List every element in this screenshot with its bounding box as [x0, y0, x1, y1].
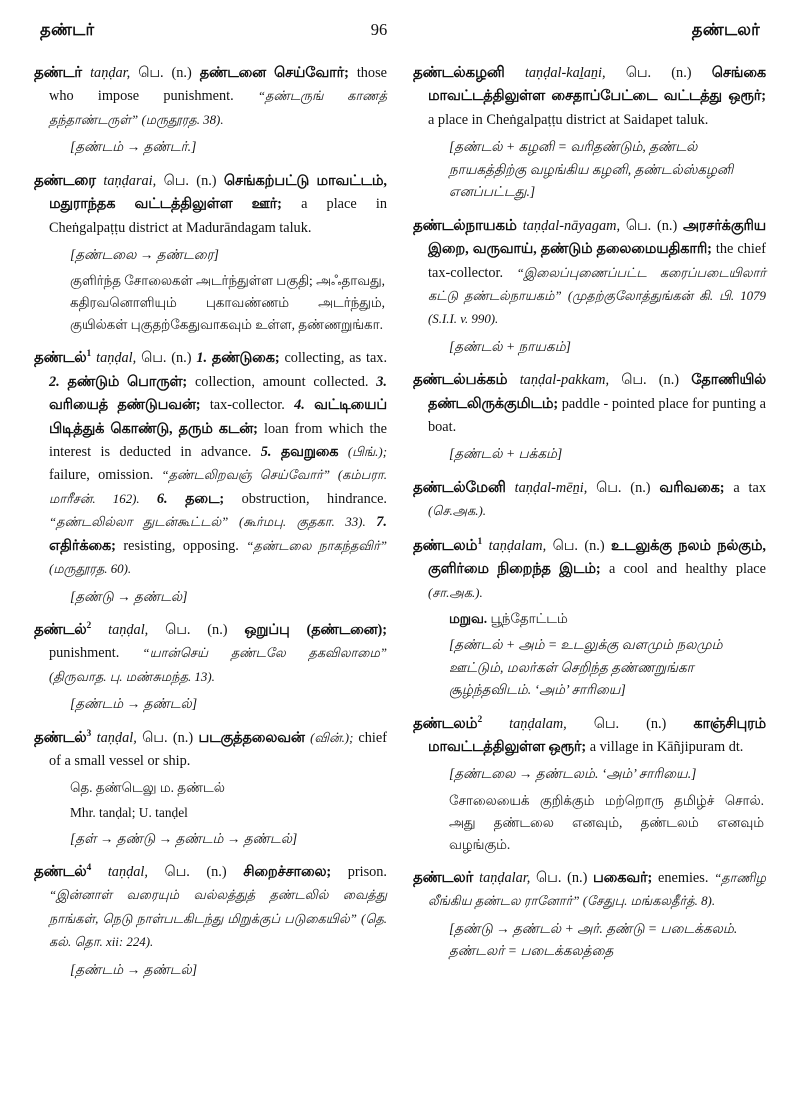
dictionary-entry — [413, 62, 766, 204]
entry-note-paragraph — [413, 790, 766, 856]
text-run-q: “யான்செய் தண்டலே தகவிலாமை” — [142, 646, 387, 661]
entry-main-paragraph — [34, 347, 387, 581]
text-run-hw: தண்டலம் — [413, 715, 478, 732]
text-run-b: வட்டியைப் பிடித்துக் கொண்டு, தரும் கடன்; — [49, 397, 387, 437]
text-run-b: காஞ்சிபுரம் மாவட்டத்திலுள்ள ஒரூர்; — [428, 715, 767, 755]
text-run-sup: 1 — [477, 537, 483, 548]
text-run-r: enemies. — [657, 869, 715, 886]
text-run-r: collection, amount collected. — [194, 373, 377, 390]
text-run-q: “தண்டலிறவஞ் செய்வோர்” — [161, 468, 338, 483]
text-run-n: 5. — [260, 444, 281, 461]
entry-ety-paragraph — [34, 959, 387, 982]
text-run-r: Mhr. tanḍal; U. tanḍel — [70, 804, 188, 820]
dictionary-entry — [34, 861, 387, 981]
text-run-tr: taṇḍal, — [91, 729, 143, 746]
text-run-n: 3. — [376, 373, 387, 390]
entry-ety-paragraph — [34, 244, 387, 267]
entry-ety-paragraph — [34, 136, 387, 159]
text-run-hw: தண்டல் — [34, 622, 87, 638]
text-run-n: 1. — [196, 350, 212, 367]
text-run-b: செங்கற்பட்டு மாவட்டம், மதுராந்தக வட்டத்திலுள்ள ஊர்; — [49, 172, 388, 213]
text-run-tr: taṇḍalar, — [479, 869, 537, 886]
text-run-r: [தண்டலை → தண்டரை] — [70, 246, 219, 262]
text-run-q: “தாணிழ லீங்கிய தண்டல ரானோர்” — [428, 870, 766, 909]
text-run-tr: taṇḍalam, — [482, 537, 553, 554]
entry-main-paragraph — [34, 619, 387, 689]
dictionary-entry — [34, 347, 387, 608]
text-run-r: failure, omission. — [49, 467, 162, 484]
text-run-r: a tax — [733, 479, 766, 496]
text-run-r: [தண்டல் + நாயகம்] — [449, 338, 571, 354]
text-run-r: [தள் → தண்டு → தண்டம் → தண்டல்] — [70, 830, 298, 846]
text-run-r: பெ. (n.) — [138, 65, 200, 81]
text-run-n: 2. — [49, 373, 68, 390]
dictionary-entry — [413, 477, 766, 524]
text-run-hw: தண்டல்கழனி — [413, 65, 525, 81]
text-run-r: தெ. தண்டெலு ம. தண்டல் — [70, 779, 225, 795]
text-run-r: [தண்டு → தண்டல் + அர். தண்டு = படைக்கலம். தண்டலர் = படைக்கலத்தை — [449, 920, 738, 959]
dictionary-entry — [413, 713, 766, 856]
entry-ety-paragraph — [413, 136, 766, 204]
text-run-tr: taṇḍal-mēṉi, — [514, 479, 597, 496]
text-run-b: தவறுகை — [280, 444, 348, 461]
entry-ety-paragraph — [34, 828, 387, 851]
entry-ety-paragraph — [413, 634, 766, 702]
text-run-hw: தண்டல்பக்கம் — [413, 372, 520, 389]
text-run-b: வரியைத் தண்டுபவன்; — [49, 397, 210, 414]
entry-ety-paragraph — [413, 763, 766, 786]
entry-note-paragraph — [34, 802, 387, 824]
text-run-r: பெ. (n.) — [163, 172, 224, 189]
text-run-r: resisting, opposing. — [123, 537, 247, 554]
text-run-r: பெ. (n.) — [165, 622, 245, 638]
text-run-tr: taṇḍalam, — [482, 715, 594, 732]
text-run-r: collecting, as tax. — [284, 350, 388, 367]
page-header — [34, 16, 766, 42]
text-run-r: பெ. (n.) — [141, 350, 197, 367]
text-run-c: (வின்.); — [310, 730, 359, 745]
dictionary-body — [34, 62, 766, 992]
text-run-r: punishment. — [49, 645, 143, 662]
entry-ety-paragraph — [34, 586, 387, 609]
dictionary-entry — [413, 369, 766, 466]
text-run-n: 7. — [376, 514, 388, 531]
entry-main-paragraph — [34, 62, 387, 132]
text-run-r: [தண்டல் + பக்கம்] — [449, 446, 563, 462]
text-run-n: 6. — [156, 490, 186, 507]
left-column — [34, 62, 387, 992]
text-run-c: (மருதூரத. 38). — [141, 112, 224, 127]
entry-ety-paragraph — [413, 918, 766, 963]
text-run-tr: taṇḍal-kaḻaṉi, — [524, 65, 626, 81]
guideword-right: தண்டலர் — [691, 20, 760, 39]
entry-main-paragraph — [413, 215, 766, 332]
text-run-r: tax-collector. — [209, 397, 295, 414]
text-run-b: படகுத்தலைவன் — [198, 729, 311, 746]
text-run-r: குளிர்ந்த சோலைகள் அடர்ந்துள்ள பகுதி; அஃதாவது, கதிரவனொளியும் புகாவண்ணம் அடர்ந்தும், குயில்கள் புகுதற்கேதுவாகவும் உள்ள, தண்ணறுங்கா. — [70, 273, 385, 333]
entry-ety-paragraph — [413, 336, 766, 359]
text-run-tr: taṇḍarai, — [103, 172, 164, 189]
text-run-b: தண்டும் பொருள்; — [67, 373, 195, 390]
text-run-r: chief of a small vessel or ship. — [49, 729, 387, 770]
text-run-c: (திருவாத. பு. மண்சுமந்த. 13). — [49, 669, 215, 684]
text-run-hw: தண்டரை — [34, 172, 104, 189]
entry-note-paragraph — [34, 270, 387, 336]
text-run-hw: தண்டலம் — [413, 537, 478, 554]
text-run-c: (சா.அக.). — [428, 585, 483, 600]
right-column — [413, 62, 766, 992]
text-run-r: பூந்தோட்டம் — [490, 611, 568, 626]
entry-main-paragraph — [413, 535, 766, 605]
text-run-tr: taṇḍal-pakkam, — [519, 372, 622, 389]
entry-ety-paragraph — [34, 693, 387, 716]
text-run-b: தோணியில் தண்டலிருக்குமிடம்; — [428, 372, 766, 412]
text-run-r: loan from which the interest is deducted in advance. — [49, 420, 387, 461]
page-number: 96 — [370, 20, 388, 39]
text-run-b: அரசர்க்குரிய இறை, வருவாய், தண்டும் தலைமையதிகாரி; — [428, 217, 766, 258]
text-run-r: those who impose punishment. — [49, 65, 387, 105]
entry-main-paragraph — [34, 861, 387, 955]
text-run-b: செங்கை மாவட்டத்திலுள்ள சைதாப்பேட்டை வட்டத்து ஒரூர்; — [428, 65, 766, 105]
text-run-r: பெ. (n.) — [142, 729, 199, 746]
dictionary-entry — [413, 867, 766, 963]
text-run-r: [தண்டம் → தண்டல்] — [70, 696, 198, 712]
text-run-r: a cool and healthy place — [608, 561, 766, 578]
text-run-b: ஒறுப்பு (தண்டனை); — [244, 622, 388, 638]
text-run-r: [தண்டல் + அம் = உடலுக்கு வளமும் நலமும் ஊட்டும், மலர்கள் செறிந்த தண்ணறுங்கா சூழ்ந்தவிடம். ‘அம்’ சாரியை] — [449, 637, 723, 697]
text-run-c: (முதற்குலோத்துங்கன் கி. பி. 1079 (S.I.I. v. 990). — [428, 288, 766, 327]
text-run-q: “இலைப்புணைப்பட்ட கரைப்படையிலார் கட்டு தண்டல்நாயகம்” — [428, 265, 766, 303]
text-run-b: எதிர்க்கை; — [49, 537, 124, 554]
text-run-sup: 2 — [477, 714, 483, 725]
dictionary-entry — [413, 535, 766, 702]
entry-main-paragraph — [413, 369, 766, 439]
text-run-b: தண்டனை செய்வோர்; — [199, 65, 357, 81]
text-run-b: பகைவர்; — [593, 869, 658, 886]
text-run-tr: taṇḍal, — [91, 864, 165, 881]
text-run-r: [தண்டம் → தண்டர்.] — [70, 139, 197, 155]
text-run-hw: தண்டல் — [34, 864, 87, 881]
text-run-sup: 1 — [86, 349, 92, 360]
dictionary-entry — [34, 170, 387, 337]
text-run-r: a place in Cheṅgalpaṭṭu district at Madurāndagam taluk. — [49, 196, 387, 236]
text-run-hw: தண்டல்நாயகம் — [413, 217, 523, 234]
text-run-r: [தண்டலை → தண்டலம். ‘அம்’ சாரியை.] — [449, 766, 697, 782]
dictionary-entry — [34, 619, 387, 716]
text-run-r: paddle - pointed place for punting a boat. — [428, 395, 766, 436]
text-run-r: பெ. (n.) — [625, 217, 684, 234]
text-run-tr: taṇḍal, — [91, 622, 166, 638]
entry-main-paragraph — [413, 62, 766, 132]
dictionary-entry — [34, 727, 387, 850]
text-run-c: (மருதூரத. 60). — [49, 562, 132, 577]
entry-main-paragraph — [413, 867, 766, 914]
text-run-r: [தண்டு → தண்டல்] — [70, 588, 188, 604]
text-run-c: (கம்பரா. மாரீசன். 162). — [49, 468, 387, 506]
text-run-hw: தண்டலர் — [413, 869, 480, 886]
entry-main-paragraph — [413, 477, 766, 524]
text-run-hw: தண்டல்மேனி — [413, 479, 515, 496]
text-run-r: prison. — [347, 864, 388, 881]
text-run-c: (சேதுபு. மங்கலதீர்த். 8). — [582, 894, 716, 909]
text-run-c: (செ.அக.). — [428, 504, 486, 519]
text-run-c: (கூர்மபு. குதகா. 33). — [238, 515, 377, 530]
text-run-b: மறுவ. — [449, 611, 491, 626]
text-run-r: பெ. (n.) — [536, 869, 594, 886]
text-run-r: a place in Cheṅgalpaṭṭu district at Saidapet taluk. — [428, 111, 709, 128]
text-run-c: (தெ. கல். தொ. xii: 224). — [49, 911, 387, 950]
text-run-r: பெ. (n.) — [621, 372, 692, 389]
text-run-b: உடலுக்கு நலம் நல்கும், குளிர்மை நிறைந்த இடம்; — [428, 537, 766, 578]
text-run-r: [தண்டம் → தண்டல்] — [70, 961, 198, 977]
text-run-b: சிறைச்சாலை; — [243, 864, 348, 881]
text-run-q: “தண்டலை நாகந்தவிர்” — [246, 538, 388, 553]
text-run-n: 4. — [294, 397, 315, 414]
entry-ety-paragraph — [413, 443, 766, 466]
text-run-tr: taṇḍal-nāyagam, — [522, 217, 626, 234]
text-run-tr: taṇḍal, — [91, 350, 142, 367]
text-run-tr: taṇḍar, — [90, 65, 139, 81]
text-run-r: பெ. (n.) — [625, 65, 712, 81]
text-run-hw: தண்டல் — [34, 729, 87, 746]
text-run-r: சோலையைக் குறிக்கும் மற்றொரு தமிழ்ச் சொல். அது தண்டலை எனவும், தண்டலம் எனவும் வழங்கும். — [449, 792, 764, 852]
text-run-r: பெ. (n.) — [596, 479, 660, 496]
text-run-sup: 4 — [86, 863, 92, 874]
text-run-r: a village in Kāñjipuram dt. — [589, 738, 744, 755]
text-run-b: தடை; — [185, 490, 242, 507]
text-run-sup: 2 — [86, 621, 92, 632]
guideword-left: தண்டர் — [40, 20, 95, 39]
text-run-r: the chief tax-collector. — [428, 241, 766, 281]
text-run-r: obstruction, hindrance. — [241, 490, 387, 507]
text-run-r: பெ. (n.) — [164, 864, 244, 881]
entry-note-paragraph — [413, 608, 766, 630]
dictionary-entry — [34, 62, 387, 159]
text-run-q: “தண்டலில்லா துடன்கூட்டல்” — [49, 515, 239, 530]
text-run-b: தண்டுகை; — [211, 350, 285, 367]
text-run-r: [தண்டல் + கழனி = வரிதண்டும், தண்டல் நாயகத்திற்கு வழங்கிய கழனி, தண்டல்ஸ்கழனி எனப்பட்டது.] — [449, 139, 734, 200]
text-run-b: வரிவகை; — [659, 479, 734, 496]
text-run-sup: 3 — [86, 728, 92, 739]
text-run-hw: தண்டல் — [34, 350, 87, 367]
entry-main-paragraph — [413, 713, 766, 760]
text-run-q: “தண்டருங் காணத் தந்தாண்டருள்” — [49, 89, 388, 127]
text-run-r: பெ. (n.) — [593, 715, 694, 732]
text-run-c: (பிங்.); — [347, 445, 387, 460]
entry-main-paragraph — [34, 170, 387, 240]
entry-note-paragraph — [34, 777, 387, 799]
text-run-hw: தண்டர் — [34, 65, 91, 81]
entry-main-paragraph — [34, 727, 387, 774]
text-run-r: பெ. (n.) — [552, 537, 612, 554]
text-run-q: “இன்னாள் வரையும் வல்லத்துத் தண்டலில் வைத்து நாங்கள், நெடு நாள்படகிடந்து மிறுக்குப் படுகையில்” — [49, 888, 387, 926]
dictionary-entry — [413, 215, 766, 359]
